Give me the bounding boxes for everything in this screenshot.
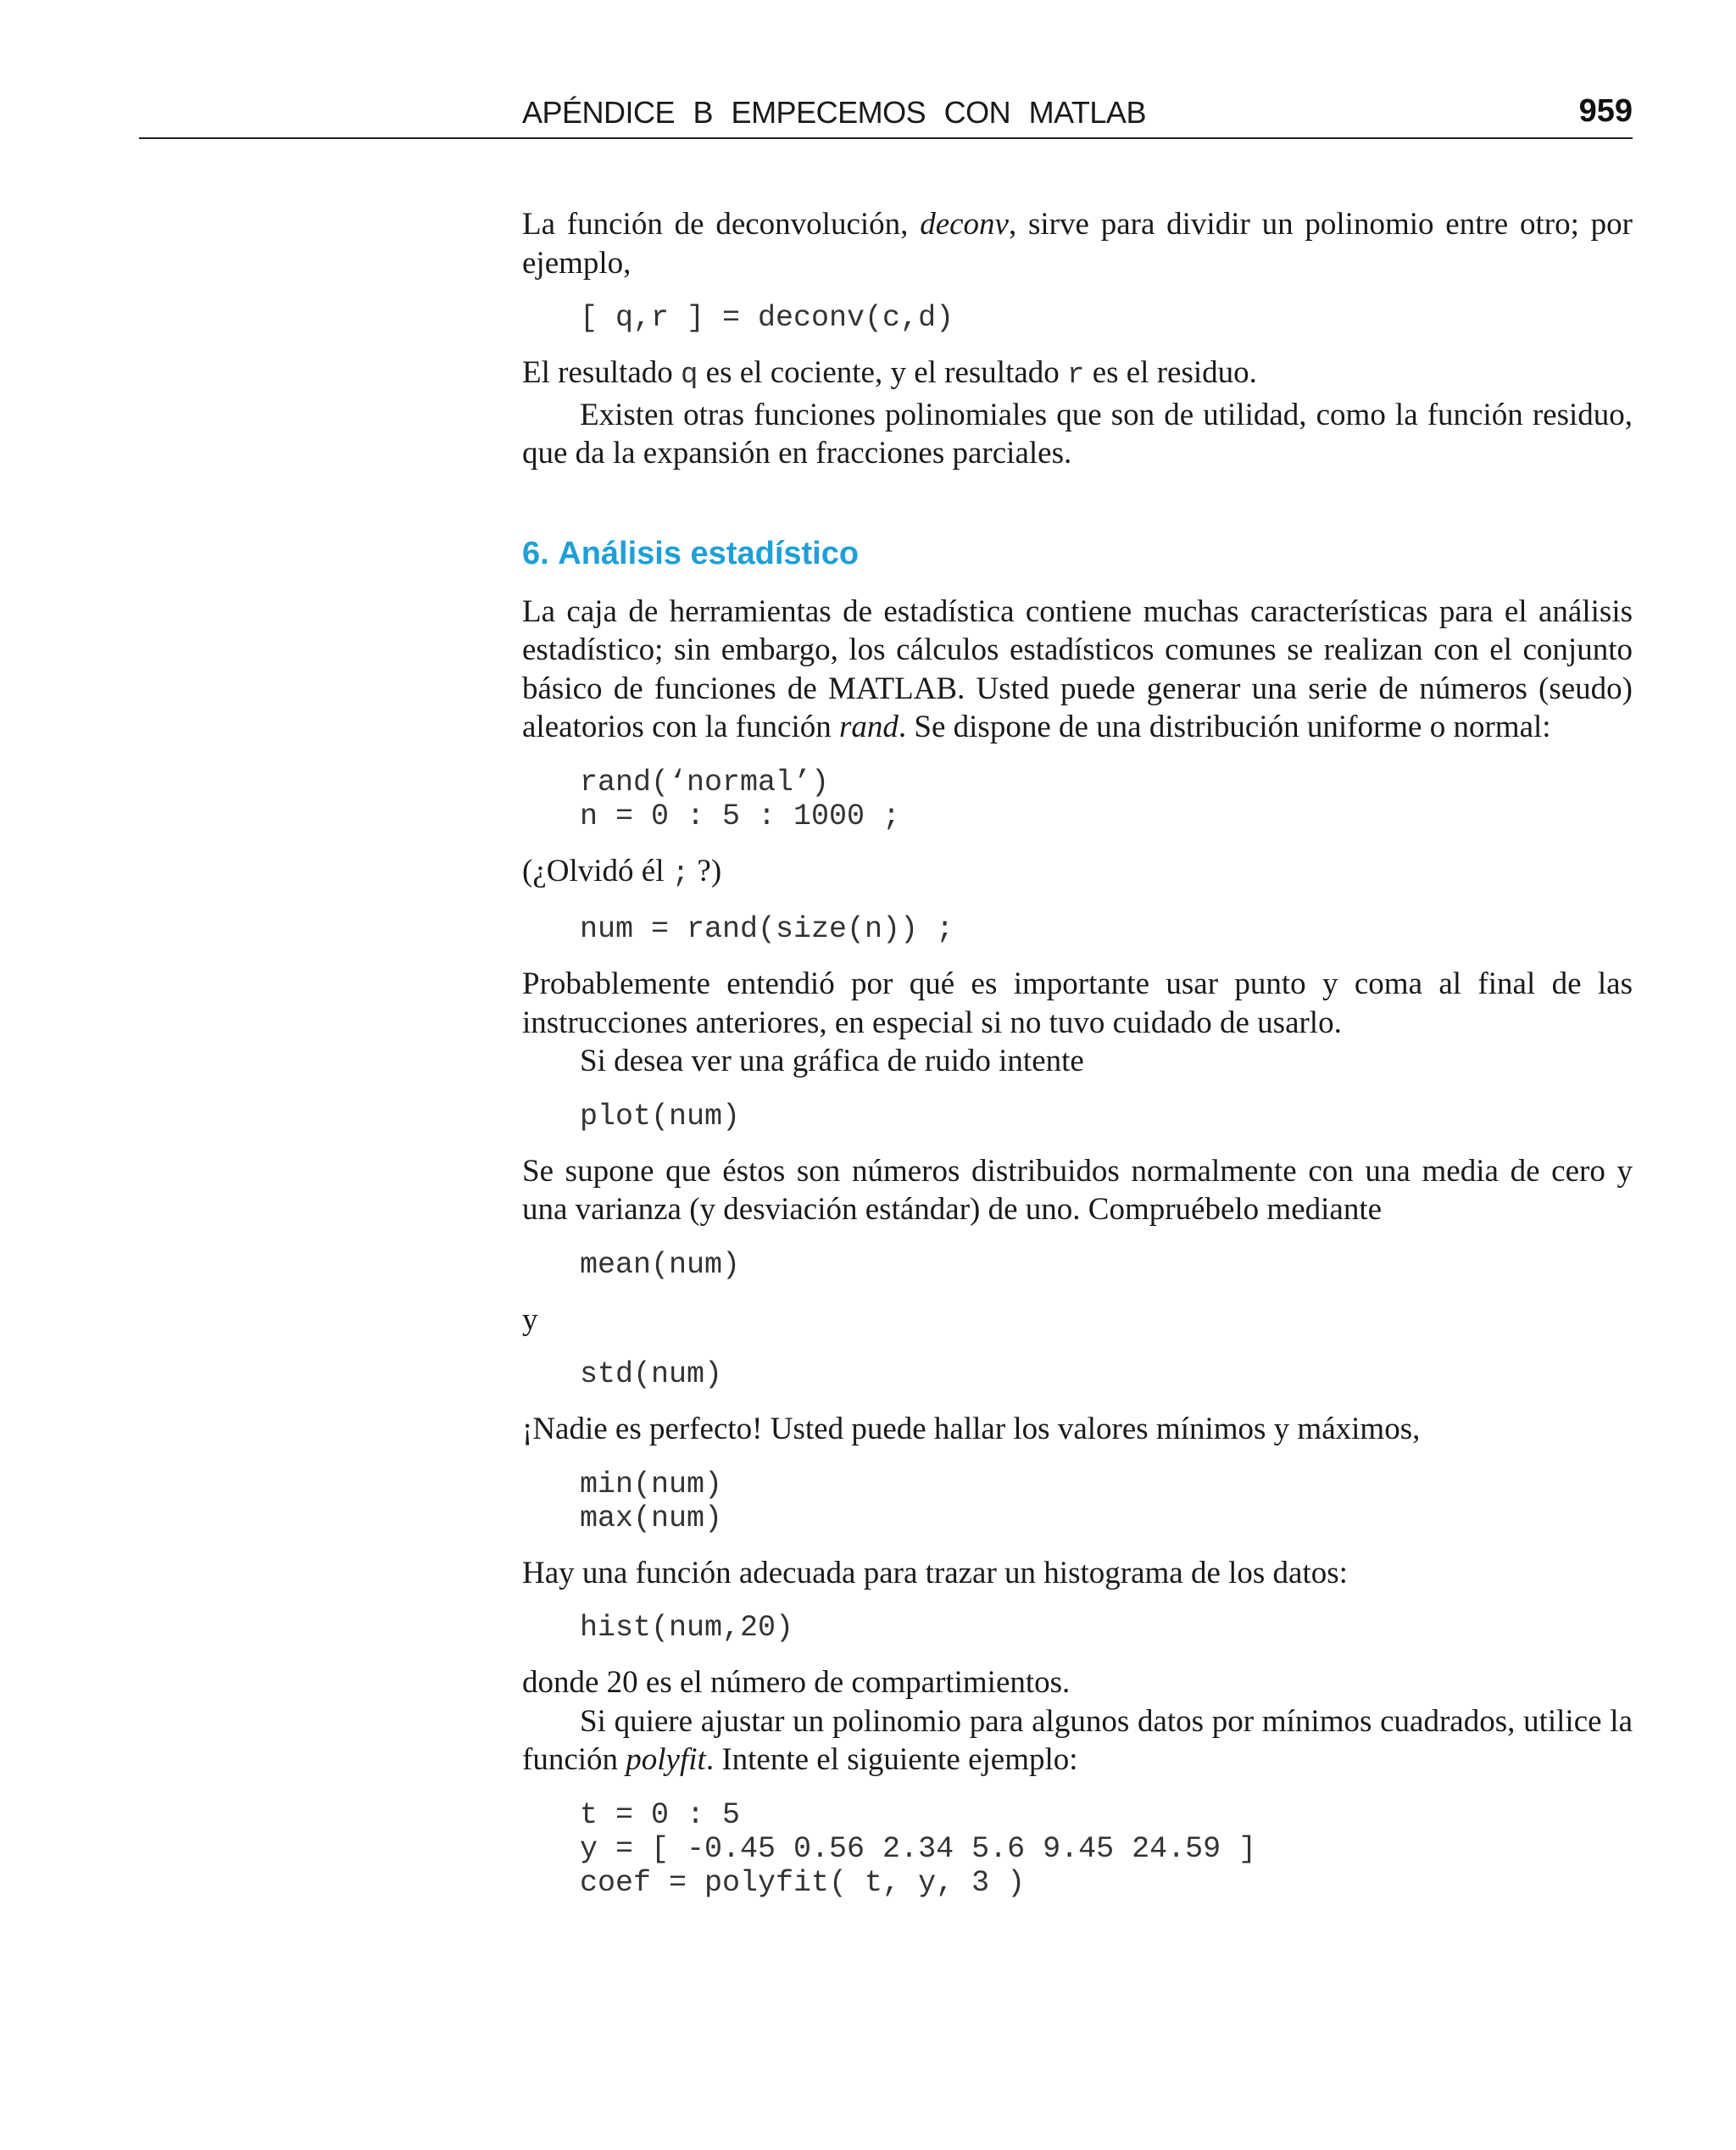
section-heading (522, 536, 1633, 572)
code-line: max(num) (580, 1501, 723, 1535)
code-line: num = rand(size(n)) ; (580, 912, 954, 946)
code-block-deconv (580, 301, 1633, 335)
paragraph-normal-distribution: Se supone que éstos son números distribuidos normalmente con una media de cero y una varianza (y desviación estándar) de uno. Compruébelo mediante (522, 1153, 1633, 1227)
code-line: mean(num) (580, 1247, 741, 1282)
paragraph-forgot-semicolon: (¿Olvidó él ; ?) (522, 853, 722, 890)
term-polyfit: polyfit (626, 1742, 706, 1777)
paragraph-polyfit: Si quiere ajustar un polinomio para algunos datos por mínimos cuadrados, utilice la función polyfit. Intente el siguiente ejemplo: (522, 1703, 1633, 1777)
paragraph-other-functions: Existen otras funciones polinomiales que son de utilidad, como la función residuo, que da la expansión en fracciones parciales. (522, 397, 1633, 471)
code-block-num (580, 912, 1633, 946)
page-header (139, 93, 1633, 139)
inline-code-q: q (681, 359, 698, 392)
page-body (522, 205, 1633, 1900)
page-number: 959 (1578, 93, 1633, 129)
paragraph-y: y (522, 1301, 538, 1337)
code-line: hist(num,20) (580, 1611, 794, 1645)
paragraph-bins: donde 20 es el número de compartimientos. (522, 1665, 1071, 1700)
code-block-min-max (580, 1468, 1633, 1535)
code-line: coef = polyfit( t, y, 3 ) (580, 1865, 1026, 1900)
paragraph-histogram: Hay una función adecuada para trazar un histograma de los datos: (522, 1555, 1348, 1590)
code-line: t = 0 : 5 (580, 1797, 741, 1832)
running-header-title: APÉNDICE B EMPECEMOS CON MATLAB (522, 95, 1146, 130)
paragraph-semicolon-importance: Probablemente entendió por qué es importante usar punto y coma al final de las instrucciones anteriores, en especial si no tuvo cuidado de usarlo. (522, 966, 1633, 1040)
code-block-plot (580, 1100, 1633, 1133)
paragraph-deconv: La función de deconvolución, deconv, sirve para dividir un polinomio entre otro; por ejemplo, (522, 207, 1633, 281)
section-number: 6. (522, 535, 549, 571)
code-line: n = 0 : 5 : 1000 ; (580, 799, 901, 833)
code-line: y = [ -0.45 0.56 2.34 5.6 9.45 24.59 ] (580, 1831, 1257, 1866)
code-block-hist (580, 1611, 1633, 1645)
paragraph-result: El resultado q es el cociente, y el resultado r es el residuo. (522, 355, 1257, 392)
term-deconv: deconv (920, 207, 1009, 242)
code-line: min(num) (580, 1467, 723, 1501)
inline-code-r: r (1067, 359, 1085, 392)
code-line: rand(‘normal’) (580, 765, 830, 799)
code-block-mean (580, 1248, 1633, 1282)
inline-code-semicolon: ; (671, 857, 690, 890)
term-rand: rand (838, 710, 899, 744)
code-line: plot(num) (580, 1099, 741, 1133)
code-block-std (580, 1357, 1633, 1391)
paragraph-statistics-intro: La caja de herramientas de estadística contiene muchas características para el análisis estadístico; sin embargo, los cálculos estadísticos comunes se realizan con el conjunto básico de funciones de MATLAB. Usted puede generar una serie de números (seudo) aleatorios con la función rand. Se dispone de una distribución uniforme o normal: (522, 593, 1633, 744)
code-line: [ q,r ] = deconv(c,d) (580, 301, 954, 335)
paragraph-noise-plot: Si desea ver una gráfica de ruido intente (580, 1044, 1084, 1078)
code-block-rand (580, 766, 1633, 833)
paragraph-min-max: ¡Nadie es perfecto! Usted puede hallar los valores mínimos y máximos, (522, 1412, 1421, 1446)
section-title: Análisis estadístico (558, 535, 860, 571)
code-block-polyfit (580, 1798, 1633, 1900)
code-line: std(num) (580, 1357, 723, 1391)
